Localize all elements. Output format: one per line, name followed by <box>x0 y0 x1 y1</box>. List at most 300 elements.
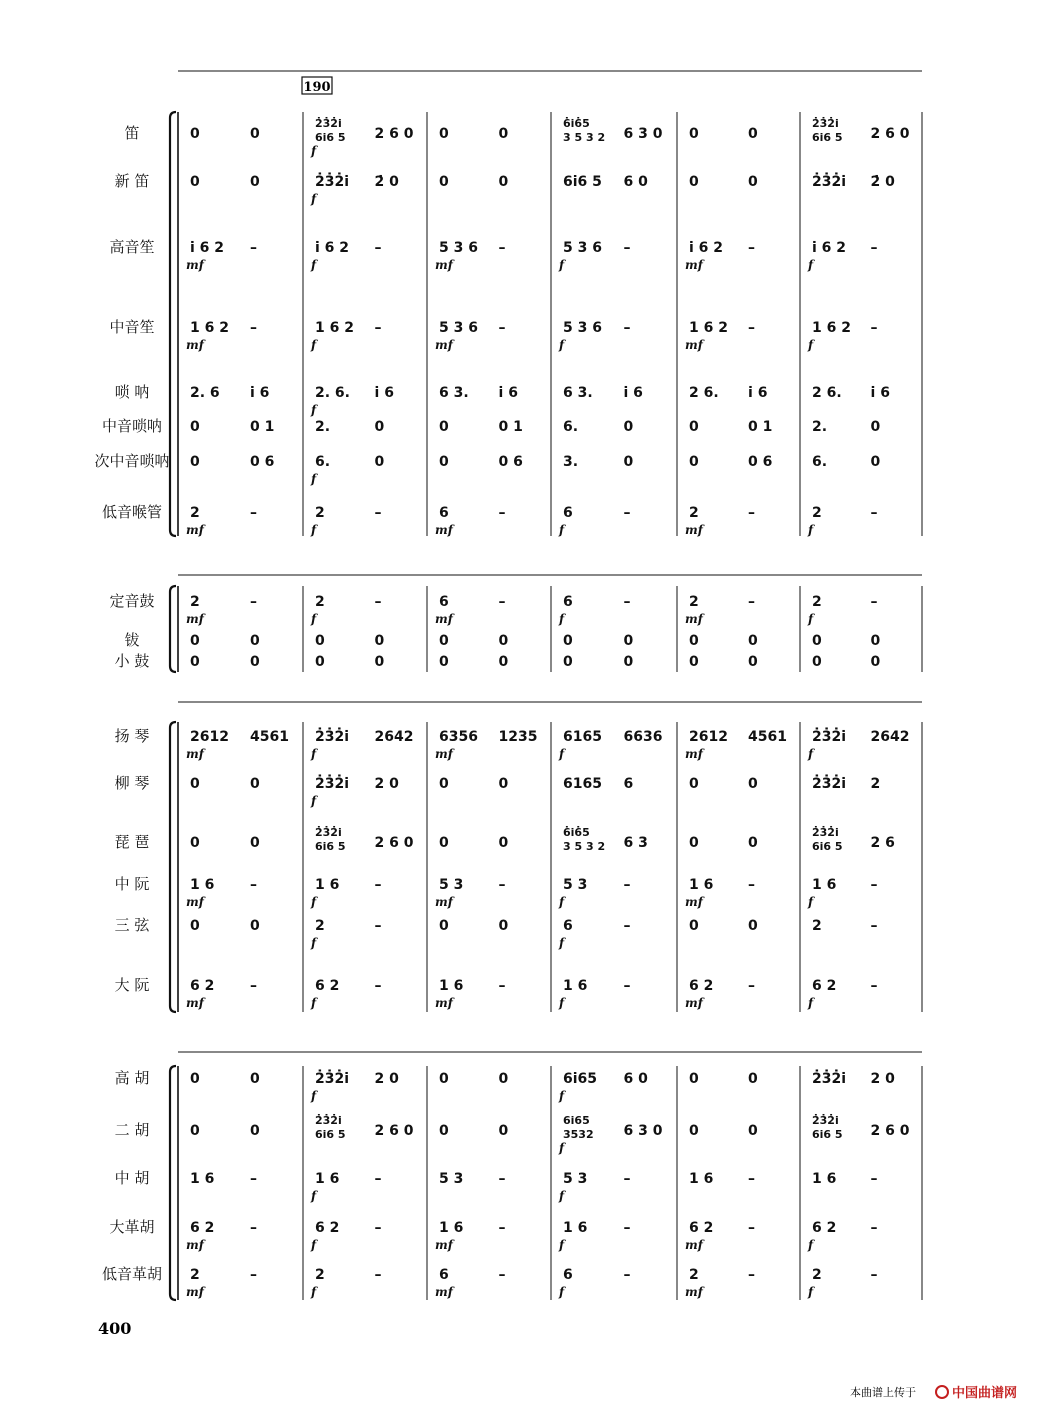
note-text: 6 <box>563 918 573 934</box>
note-text: 0 <box>439 654 449 670</box>
note-text: 0 <box>689 174 699 190</box>
note-text: 1 6 2 <box>315 320 354 336</box>
note-text: 0 <box>689 454 699 470</box>
note-text: 5 3 <box>439 877 464 893</box>
footer-logo-icon <box>936 1386 948 1398</box>
dynamic-mark: f <box>311 338 317 352</box>
note-text: i̇ 6 <box>623 385 643 401</box>
note-text: 2̇3̇2̇i̇ <box>315 174 350 190</box>
note-text: 0 <box>190 126 200 142</box>
note-text: 6i6 5 <box>315 1128 346 1141</box>
note-text: 0 <box>748 633 758 649</box>
note-text: 2̇3̇2̇i̇ <box>812 826 839 839</box>
note-text: 0 <box>748 654 758 670</box>
note-text: 0 <box>498 1123 509 1139</box>
note-text: 0 <box>439 419 449 435</box>
dynamic-mark: f <box>808 258 814 272</box>
note-text: 0 <box>250 918 260 934</box>
note-text: 6. <box>812 454 828 470</box>
note-text: 1 6 2 <box>812 320 851 336</box>
note-text: – <box>250 240 257 256</box>
note-text: 0 <box>812 654 822 670</box>
dynamic-mark: f <box>559 747 565 761</box>
note-text: 0 <box>623 419 634 435</box>
note-text: 0 <box>623 633 634 649</box>
dynamic-mark: f <box>311 192 317 206</box>
note-text: 2̇ 0 <box>374 174 399 190</box>
note-text: – <box>374 1171 382 1187</box>
footer-brand: 中国曲谱网 <box>952 1386 1018 1401</box>
note-text: 6i6 5 <box>812 840 843 853</box>
note-text: – <box>748 1267 756 1283</box>
note-text: 0 <box>498 633 509 649</box>
dynamic-mark: f <box>808 996 814 1010</box>
note-text: 0 1 <box>748 419 773 435</box>
note-text: 1 6 <box>190 877 215 893</box>
note-text: 2 <box>812 594 822 610</box>
dynamic-mark: mf <box>186 338 204 352</box>
dynamic-mark: f <box>808 1285 814 1299</box>
note-text: 0 <box>439 835 449 851</box>
note-text: 0 6 <box>748 454 773 470</box>
note-text: 2. <box>812 419 828 435</box>
dynamic-mark: f <box>311 472 317 486</box>
note-text: 2̇3̇2̇i̇ <box>812 174 847 190</box>
note-text: – <box>250 1267 257 1283</box>
note-text: – <box>870 918 878 934</box>
note-text: 6i65 <box>563 1114 590 1127</box>
note-text: 5 3 6 <box>439 320 478 336</box>
note-text: 0 <box>190 1071 200 1087</box>
note-text: 0 <box>498 654 509 670</box>
note-text: 2̇3̇2̇i̇ <box>315 776 350 792</box>
note-text: – <box>374 1267 382 1283</box>
dynamic-mark: f <box>559 936 565 950</box>
note-text: 0 <box>870 419 881 435</box>
group-bracket-winds <box>170 112 176 536</box>
dynamic-mark: f <box>559 258 565 272</box>
note-text: 2. <box>315 419 331 435</box>
dynamic-mark: f <box>311 1189 317 1203</box>
note-text: 0 <box>870 454 881 470</box>
dynamic-mark: mf <box>186 523 204 537</box>
note-text: 2 <box>190 1267 200 1283</box>
rehearsal-mark: 190 <box>303 80 331 95</box>
note-text: 0 <box>190 654 200 670</box>
instrument-label: 笛 <box>124 124 140 142</box>
note-text: – <box>870 240 878 256</box>
note-text: 2612 <box>190 729 229 745</box>
instrument-label: 柳 琴 <box>114 774 150 792</box>
note-text: 0 <box>748 126 758 142</box>
note-text: – <box>498 1267 506 1283</box>
note-text: 0 <box>190 454 200 470</box>
dynamic-mark: mf <box>186 1238 204 1252</box>
note-text: – <box>498 240 506 256</box>
note-text: 6165 <box>563 729 602 745</box>
note-text: – <box>623 320 631 336</box>
note-text: 1 6 <box>315 877 340 893</box>
note-text: 1 6 <box>812 877 837 893</box>
note-text: 6 3. <box>563 385 593 401</box>
note-text: 0 <box>498 174 509 190</box>
note-text: – <box>870 1171 878 1187</box>
note-text: – <box>498 594 506 610</box>
instrument-label: 小 鼓 <box>114 652 150 670</box>
note-text: 2̇3̇2̇i̇ <box>315 1114 342 1127</box>
note-text: 6 <box>439 594 449 610</box>
note-text: i̇ 6 2 <box>812 240 847 256</box>
dynamic-mark: f <box>808 338 814 352</box>
group-bracket-bowed <box>170 1066 176 1300</box>
note-text: – <box>748 594 756 610</box>
note-text: 6i65 <box>563 1071 598 1087</box>
note-text: 3 5 3 2 <box>563 131 606 144</box>
dynamic-mark: f <box>311 403 317 417</box>
instrument-label: 大革胡 <box>109 1218 155 1236</box>
note-text: 0 <box>498 835 509 851</box>
note-text: 0 <box>315 633 325 649</box>
note-text: 1235 <box>498 729 538 745</box>
note-text: – <box>623 240 631 256</box>
note-text: 0 <box>250 1123 260 1139</box>
note-text: 2̇ 0 <box>870 174 895 190</box>
note-text: 0 <box>689 633 699 649</box>
note-text: 6 0 <box>623 174 648 190</box>
note-text: 3532 <box>563 1128 594 1141</box>
note-text: i̇ 6 <box>250 385 270 401</box>
note-text: 3 5 3 2 <box>563 840 606 853</box>
note-text: – <box>748 978 756 994</box>
instrument-label: 扬 琴 <box>114 727 150 745</box>
note-text: 2̇3̇2̇i̇ <box>812 1114 839 1127</box>
note-text: – <box>870 594 878 610</box>
dynamic-mark: f <box>311 612 317 626</box>
note-text: 0 <box>250 835 260 851</box>
note-text: 2. 6 <box>190 385 220 401</box>
note-text: 0 <box>870 654 881 670</box>
note-text: – <box>250 505 257 521</box>
note-text: – <box>498 320 506 336</box>
note-text: 1 6 <box>689 1171 714 1187</box>
note-text: 6 3. <box>439 385 469 401</box>
note-text: – <box>623 918 631 934</box>
dynamic-mark: f <box>808 895 814 909</box>
note-text: 0 <box>689 419 699 435</box>
dynamic-mark: mf <box>685 1238 703 1252</box>
note-text: 6636 <box>623 729 663 745</box>
note-text: 0 <box>498 776 509 792</box>
note-text: 6 <box>563 505 573 521</box>
note-text: 2 <box>315 918 325 934</box>
dynamic-mark: mf <box>435 258 453 272</box>
note-text: – <box>498 505 506 521</box>
note-text: 2 <box>689 505 699 521</box>
instrument-label: 钹 <box>124 631 140 649</box>
note-text: 0 <box>623 454 634 470</box>
note-text: – <box>748 320 756 336</box>
note-text: 6 0 <box>623 1071 648 1087</box>
dynamic-mark: f <box>808 612 814 626</box>
dynamic-mark: mf <box>435 1285 453 1299</box>
note-text: 6165 <box>563 776 602 792</box>
note-text: 2̇3̇2̇i̇ <box>315 1071 350 1087</box>
dynamic-mark: f <box>559 996 565 1010</box>
note-text: 6 2 <box>812 978 837 994</box>
note-text: 2 0 <box>374 1071 399 1087</box>
note-text: i̇ 6 <box>374 385 394 401</box>
note-text: 2̇3̇2̇i̇ <box>315 826 342 839</box>
note-text: 2 <box>870 776 881 792</box>
note-text: 0 1 <box>498 419 523 435</box>
note-text: 2̇3̇2̇i̇ <box>812 1071 847 1087</box>
note-text: 4561 <box>748 729 788 745</box>
group-bracket-plucked <box>170 722 176 1012</box>
note-text: – <box>870 877 878 893</box>
note-text: 6 3 0 <box>623 126 663 142</box>
dynamic-mark: mf <box>685 747 703 761</box>
dynamic-mark: f <box>311 1238 317 1252</box>
note-text: 6̇i̇6̇5 <box>563 117 590 130</box>
note-text: 0 <box>439 633 449 649</box>
note-text: – <box>870 1220 878 1236</box>
note-text: 2 6 0 <box>870 1123 910 1139</box>
note-text: – <box>623 594 631 610</box>
note-text: 6356 <box>439 729 478 745</box>
note-text: 0 <box>315 654 325 670</box>
note-text: 0 <box>748 918 758 934</box>
note-text: – <box>250 320 257 336</box>
note-text: 2642 <box>870 729 910 745</box>
note-text: 6 <box>439 1267 449 1283</box>
dynamic-mark: mf <box>186 895 204 909</box>
note-text: 0 <box>748 174 758 190</box>
dynamic-mark: f <box>311 747 317 761</box>
note-text: 0 <box>689 654 699 670</box>
note-text: i̇ 6 2 <box>315 240 350 256</box>
note-text: 0 <box>748 1123 758 1139</box>
note-text: – <box>374 594 382 610</box>
note-text: 5 3 6 <box>563 240 602 256</box>
note-text: – <box>623 1171 631 1187</box>
note-text: 0 <box>190 633 200 649</box>
note-text: 2 <box>315 505 325 521</box>
note-text: 2 6. <box>689 385 719 401</box>
note-text: 5 3 <box>563 1171 588 1187</box>
dynamic-mark: f <box>808 747 814 761</box>
dynamic-mark: mf <box>435 996 453 1010</box>
note-text: 5 3 6 <box>439 240 478 256</box>
dynamic-mark: f <box>311 895 317 909</box>
dynamic-mark: mf <box>186 258 204 272</box>
dynamic-mark: f <box>311 936 317 950</box>
note-text: – <box>870 505 878 521</box>
dynamic-mark: mf <box>186 747 204 761</box>
note-text: – <box>623 978 631 994</box>
note-text: 0 <box>870 633 881 649</box>
dynamic-mark: mf <box>435 523 453 537</box>
note-text: – <box>250 877 257 893</box>
note-text: 0 <box>689 1071 699 1087</box>
note-text: 6 2 <box>315 1220 340 1236</box>
note-text: 0 <box>250 174 260 190</box>
note-text: 6i6 5 <box>315 131 346 144</box>
note-text: – <box>374 978 382 994</box>
dynamic-mark: f <box>559 338 565 352</box>
note-text: i̇ 6 <box>498 385 518 401</box>
note-text: 0 <box>190 1123 200 1139</box>
note-text: 6i6 5 <box>812 131 843 144</box>
note-text: 5 3 <box>563 877 588 893</box>
instrument-label: 定音鼓 <box>109 592 155 610</box>
dynamic-mark: f <box>559 523 565 537</box>
note-text: – <box>250 1171 257 1187</box>
note-text: – <box>748 1220 756 1236</box>
note-text: – <box>374 918 382 934</box>
note-text: 2 6. <box>812 385 842 401</box>
note-text: – <box>870 1267 878 1283</box>
instrument-label: 三 弦 <box>114 916 150 934</box>
note-text: 2 <box>689 594 699 610</box>
note-text: 2 <box>315 1267 325 1283</box>
instrument-label: 高 胡 <box>114 1069 150 1087</box>
note-text: 0 1 <box>250 419 275 435</box>
note-text: – <box>374 505 382 521</box>
note-text: 2 6 0 <box>870 126 910 142</box>
note-text: 1 6 2 <box>190 320 229 336</box>
note-text: 0 <box>374 419 385 435</box>
note-text: 5 3 6 <box>563 320 602 336</box>
note-text: – <box>623 505 631 521</box>
note-text: – <box>748 877 756 893</box>
dynamic-mark: mf <box>435 338 453 352</box>
note-text: 0 <box>689 776 699 792</box>
instrument-label: 二 胡 <box>114 1121 150 1139</box>
note-text: 0 <box>374 633 385 649</box>
note-text: 6 3 0 <box>623 1123 663 1139</box>
note-text: 2 <box>812 918 822 934</box>
note-text: 6 2 <box>190 1220 215 1236</box>
note-text: 2642 <box>374 729 414 745</box>
note-text: 2 <box>190 505 200 521</box>
note-text: 0 <box>748 776 758 792</box>
note-text: 1 6 2 <box>689 320 728 336</box>
dynamic-mark: f <box>311 794 317 808</box>
note-text: 0 <box>250 126 260 142</box>
footer-text: 本曲谱上传于 <box>850 1386 916 1399</box>
score-body <box>94 112 922 1300</box>
note-text: 0 <box>812 633 822 649</box>
dynamic-mark: mf <box>435 1238 453 1252</box>
instrument-label: 次中音唢呐 <box>94 452 170 470</box>
note-text: – <box>250 978 257 994</box>
note-text: 2 6 0 <box>374 835 414 851</box>
note-text: – <box>870 320 878 336</box>
note-text: 6 2 <box>315 978 340 994</box>
note-text: 0 <box>498 126 509 142</box>
instrument-label: 低音革胡 <box>101 1265 163 1283</box>
note-text: 6i6 5 <box>812 1128 843 1141</box>
dynamic-mark: f <box>559 1141 565 1155</box>
note-text: 2̇3̇2̇i̇ <box>812 117 839 130</box>
dynamic-mark: mf <box>685 523 703 537</box>
note-text: 2 6 <box>870 835 895 851</box>
dynamic-mark: mf <box>685 338 703 352</box>
note-text: – <box>374 240 382 256</box>
note-text: 2 <box>190 594 200 610</box>
note-text: 0 <box>689 835 699 851</box>
note-text: – <box>498 978 506 994</box>
note-text: i̇ 6 <box>748 385 768 401</box>
note-text: 6 2 <box>689 1220 714 1236</box>
note-text: 2 6 0 <box>374 126 414 142</box>
dynamic-mark: f <box>311 1285 317 1299</box>
instrument-label: 大 阮 <box>114 976 150 994</box>
note-text: – <box>498 1220 506 1236</box>
note-text: 0 <box>374 454 385 470</box>
dynamic-mark: mf <box>435 895 453 909</box>
note-text: 0 <box>748 835 758 851</box>
note-text: 1 6 <box>190 1171 215 1187</box>
dynamic-mark: f <box>808 1238 814 1252</box>
note-text: 1 6 <box>563 1220 588 1236</box>
group-bracket-percussion <box>170 586 176 672</box>
instrument-label: 中 胡 <box>114 1169 150 1187</box>
instrument-label: 唢 呐 <box>114 383 150 401</box>
note-text: 0 <box>374 654 385 670</box>
note-text: 0 <box>250 633 260 649</box>
note-text: – <box>870 978 878 994</box>
note-text: 4561 <box>250 729 289 745</box>
note-text: 0 <box>563 654 573 670</box>
dynamic-mark: f <box>311 258 317 272</box>
note-text: 1 6 <box>689 877 714 893</box>
note-text: – <box>623 1267 631 1283</box>
note-text: 5 3 <box>439 1171 464 1187</box>
instrument-label: 中音笙 <box>109 318 155 336</box>
instrument-label: 中 阮 <box>114 875 150 893</box>
dynamic-mark: f <box>559 1285 565 1299</box>
dynamic-mark: f <box>311 996 317 1010</box>
note-text: 0 <box>439 126 449 142</box>
instrument-label: 高音笙 <box>109 238 155 256</box>
note-text: i̇ 6 2 <box>689 240 724 256</box>
note-text: 2 <box>812 505 822 521</box>
note-text: – <box>498 877 506 893</box>
page-number: 400 <box>98 1319 132 1338</box>
note-text: 0 <box>190 918 200 934</box>
note-text: – <box>250 594 257 610</box>
note-text: – <box>374 320 382 336</box>
note-text: 6 2 <box>689 978 714 994</box>
note-text: 1 6 <box>315 1171 340 1187</box>
dynamic-mark: f <box>559 1089 565 1103</box>
note-text: 0 <box>439 776 449 792</box>
dynamic-mark: mf <box>186 996 204 1010</box>
note-text: 0 <box>439 1071 449 1087</box>
note-text: 1 6 <box>439 978 464 994</box>
note-text: 2̇3̇2̇i̇ <box>812 776 847 792</box>
note-text: – <box>623 1220 631 1236</box>
dynamic-mark: f <box>559 895 565 909</box>
note-text: 6. <box>563 419 579 435</box>
note-text: 3. <box>563 454 579 470</box>
note-text: 0 <box>623 654 634 670</box>
note-text: 0 <box>689 918 699 934</box>
note-text: – <box>250 1220 257 1236</box>
dynamic-mark: mf <box>685 612 703 626</box>
note-text: – <box>623 877 631 893</box>
